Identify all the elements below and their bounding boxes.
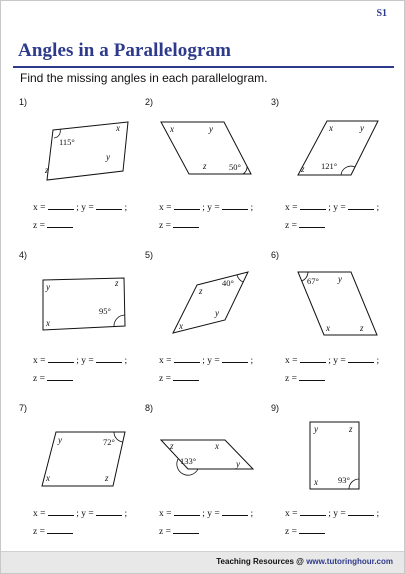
problem-number: 6) xyxy=(271,250,280,260)
label-y: y xyxy=(314,424,318,434)
problem-9 xyxy=(271,403,396,553)
problem-number: 5) xyxy=(145,250,154,260)
given-angle: 50° xyxy=(229,162,241,172)
given-angle: 115° xyxy=(59,137,75,147)
label-x: x xyxy=(116,123,120,133)
parallelogram-diagram xyxy=(145,260,270,340)
answer-z: z = xyxy=(285,372,325,384)
parallelogram-figure xyxy=(19,260,144,345)
problem-number: 1) xyxy=(19,97,28,107)
parallelogram-diagram xyxy=(19,260,144,340)
answer-xy: x = ; y = ; xyxy=(285,509,380,519)
answer-blank-y[interactable] xyxy=(96,354,122,363)
label-y: y xyxy=(338,274,342,284)
parallelogram-diagram xyxy=(19,107,144,187)
label-x: x xyxy=(326,323,330,333)
answer-xy: x = ; y = ; xyxy=(285,356,380,366)
given-angle: 133° xyxy=(180,456,197,466)
parallelogram-diagram xyxy=(19,413,144,493)
label-x: x xyxy=(46,473,50,483)
answer-blank-x[interactable] xyxy=(174,507,200,516)
answer-blank-z[interactable] xyxy=(173,372,199,381)
answer-xy: x = ; y = ; xyxy=(33,356,128,366)
problem-6 xyxy=(271,250,396,400)
parallelogram-diagram xyxy=(145,413,270,493)
parallelogram-figure xyxy=(19,107,144,192)
answer-blank-z[interactable] xyxy=(47,372,73,381)
answer-blank-z[interactable] xyxy=(47,525,73,534)
label-x: x xyxy=(314,477,318,487)
problem-number: 8) xyxy=(145,403,154,413)
parallelogram-figure xyxy=(19,413,144,498)
answer-blank-x[interactable] xyxy=(174,201,200,210)
answer-z: z = xyxy=(33,525,73,537)
answer-blank-x[interactable] xyxy=(300,201,326,210)
label-z: z xyxy=(360,323,364,333)
label-z: z xyxy=(199,286,203,296)
problem-number: 9) xyxy=(271,403,280,413)
label-y: y xyxy=(215,308,219,318)
problem-1 xyxy=(19,97,144,247)
answer-blank-y[interactable] xyxy=(96,201,122,210)
answer-blank-z[interactable] xyxy=(47,219,73,228)
problem-number: 4) xyxy=(19,250,28,260)
answer-xy: x = ; y = ; xyxy=(159,356,254,366)
answer-blank-y[interactable] xyxy=(96,507,122,516)
instructions: Find the missing angles in each parallelogram. xyxy=(20,71,268,85)
given-angle: 72° xyxy=(103,437,115,447)
answer-blank-x[interactable] xyxy=(300,507,326,516)
label-x: x xyxy=(329,123,333,133)
answer-z: z = xyxy=(33,219,73,231)
parallelogram-figure xyxy=(145,260,270,345)
answer-blank-y[interactable] xyxy=(348,201,374,210)
answer-blank-z[interactable] xyxy=(173,219,199,228)
parallelogram-diagram xyxy=(271,413,396,493)
label-z: z xyxy=(349,424,353,434)
answer-z: z = xyxy=(33,372,73,384)
answer-blank-x[interactable] xyxy=(300,354,326,363)
parallelogram-figure xyxy=(271,107,396,192)
label-y: y xyxy=(58,435,62,445)
answer-xy: x = ; y = ; xyxy=(33,203,128,213)
label-z: z xyxy=(301,164,305,174)
label-z: z xyxy=(105,473,109,483)
answer-blank-x[interactable] xyxy=(48,507,74,516)
answer-blank-z[interactable] xyxy=(299,525,325,534)
answer-blank-y[interactable] xyxy=(222,354,248,363)
parallelogram-diagram xyxy=(271,260,396,340)
problem-number: 2) xyxy=(145,97,154,107)
answer-z: z = xyxy=(159,525,199,537)
footer xyxy=(1,551,404,573)
given-angle: 40° xyxy=(222,278,234,288)
problem-3 xyxy=(271,97,396,247)
answer-z: z = xyxy=(285,525,325,537)
answer-z: z = xyxy=(159,372,199,384)
parallelogram-figure xyxy=(145,413,270,498)
parallelogram-diagram xyxy=(145,107,270,187)
answer-xy: x = ; y = ; xyxy=(285,203,380,213)
label-z: z xyxy=(115,278,119,288)
answer-blank-x[interactable] xyxy=(48,201,74,210)
answer-blank-z[interactable] xyxy=(299,219,325,228)
title-divider xyxy=(13,66,394,68)
problem-2 xyxy=(145,97,270,247)
answer-blank-y[interactable] xyxy=(222,507,248,516)
answer-blank-x[interactable] xyxy=(48,354,74,363)
problem-8 xyxy=(145,403,270,553)
label-y: y xyxy=(209,124,213,134)
label-x: x xyxy=(179,321,183,331)
given-angle: 67° xyxy=(307,276,319,286)
label-x: x xyxy=(46,318,50,328)
problem-7 xyxy=(19,403,144,553)
answer-blank-y[interactable] xyxy=(222,201,248,210)
answer-blank-y[interactable] xyxy=(348,507,374,516)
label-z: z xyxy=(170,441,174,451)
answer-xy: x = ; y = ; xyxy=(33,509,128,519)
answer-z: z = xyxy=(285,219,325,231)
problem-number: 3) xyxy=(271,97,280,107)
answer-z: z = xyxy=(159,219,199,231)
problem-number: 7) xyxy=(19,403,28,413)
label-y: y xyxy=(106,152,110,162)
parallelogram-figure xyxy=(271,413,396,498)
given-angle: 93° xyxy=(338,475,350,485)
label-y: y xyxy=(360,123,364,133)
label-y: y xyxy=(46,282,50,292)
answer-blank-z[interactable] xyxy=(299,372,325,381)
label-y: y xyxy=(236,459,240,469)
parallelogram-figure xyxy=(271,260,396,345)
parallelogram-figure xyxy=(145,107,270,192)
answer-blank-x[interactable] xyxy=(174,354,200,363)
footer-credit: Teaching Resources @ www.tutoringhour.com xyxy=(216,557,393,566)
answer-xy: x = ; y = ; xyxy=(159,509,254,519)
problem-4 xyxy=(19,250,144,400)
label-z: z xyxy=(203,161,207,171)
page-title: Angles in a Parallelogram xyxy=(18,40,232,61)
footer-link[interactable]: www.tutoringhour.com xyxy=(306,557,393,566)
label-x: x xyxy=(215,441,219,451)
answer-xy: x = ; y = ; xyxy=(159,203,254,213)
answer-blank-y[interactable] xyxy=(348,354,374,363)
label-z: z xyxy=(45,165,49,175)
sheet-code: S1 xyxy=(376,8,387,19)
answer-blank-z[interactable] xyxy=(173,525,199,534)
problem-5 xyxy=(145,250,270,400)
parallelogram-diagram xyxy=(271,107,396,187)
given-angle: 121° xyxy=(321,161,338,171)
given-angle: 95° xyxy=(99,306,111,316)
label-x: x xyxy=(170,124,174,134)
